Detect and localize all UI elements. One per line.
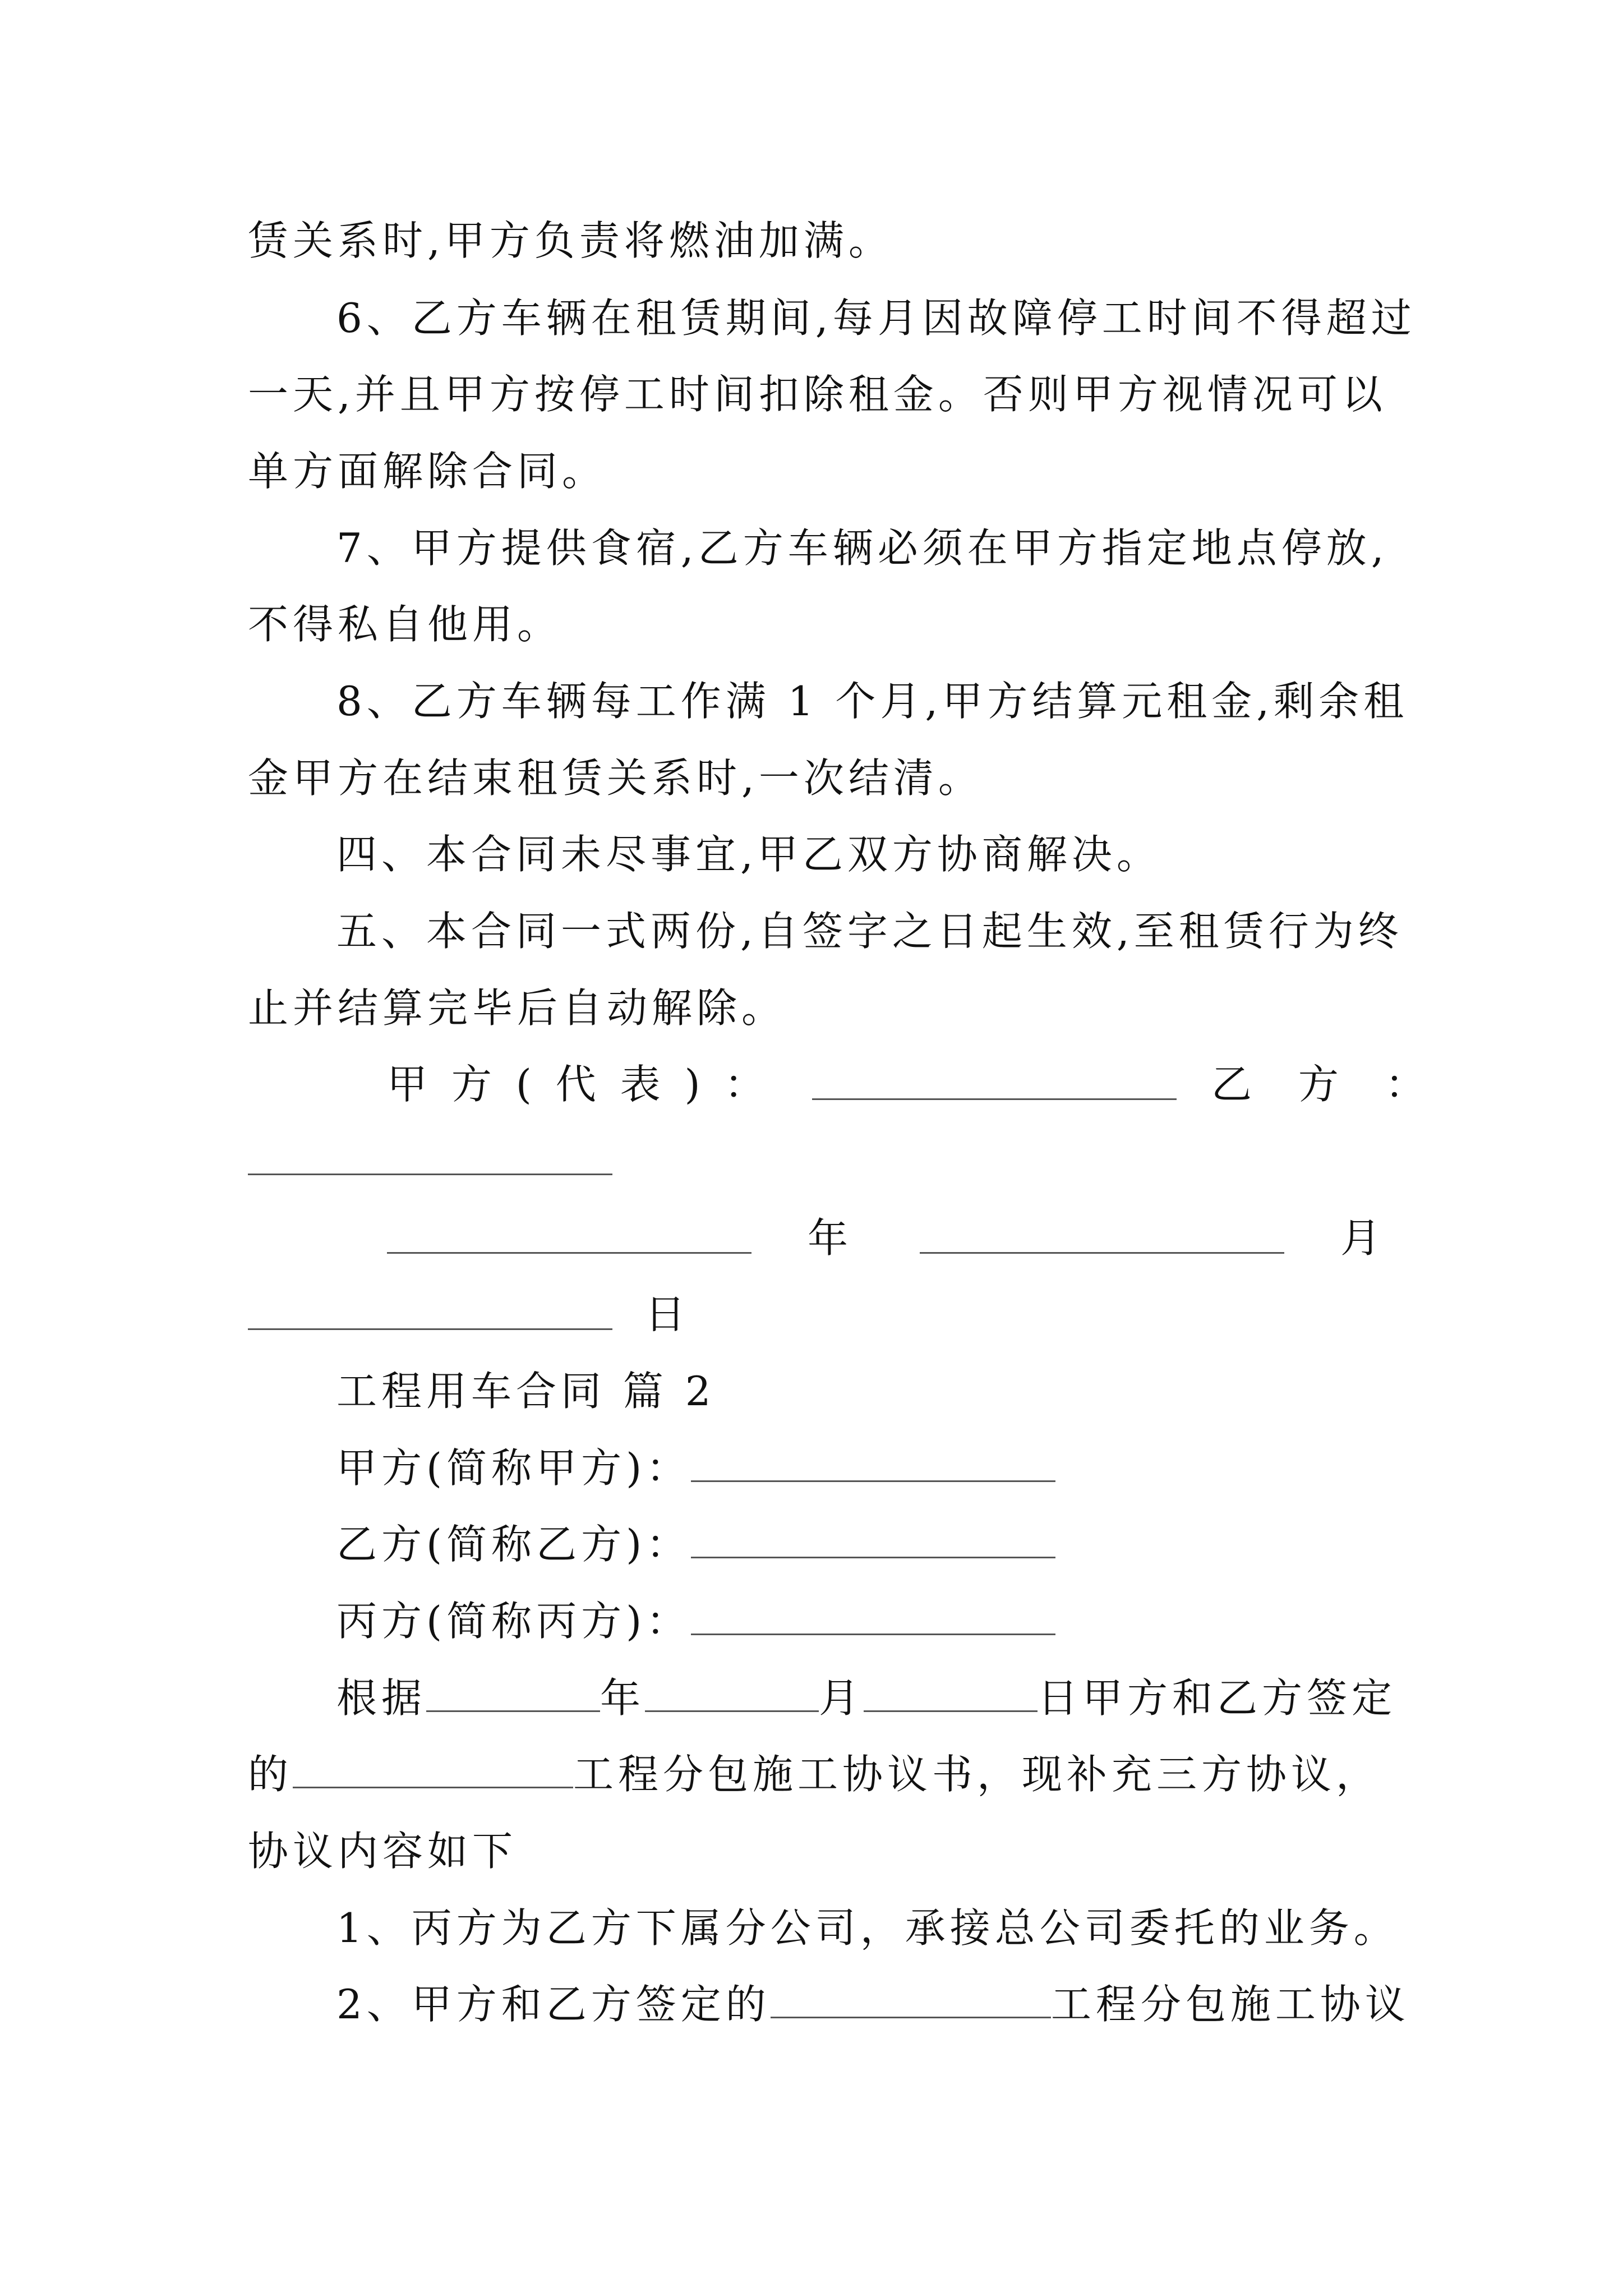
basis-line: [336, 1673, 1396, 1723]
item-2-suffix: 工程分包施工协议: [1050, 1981, 1410, 2028]
clause-8-line-1: 8、乙方车辆每工作满 1 个月,甲方结算元租金,剩余租: [336, 678, 1409, 725]
clause-five-line-1: 五、本合同一式两份,自签字之日起生效,至租赁行为终: [336, 908, 1403, 955]
basis-year-blank: [426, 1677, 600, 1712]
party-a-blank: [691, 1447, 1055, 1482]
year-label: 年: [808, 1214, 849, 1262]
agreement-suffix: 工程分包施工协议书，现补充三方协议，: [573, 1751, 1381, 1798]
month-label: 月: [1340, 1214, 1381, 1262]
party-b-label: 乙方(简称乙方)：: [336, 1521, 691, 1568]
agreement-line-3: 协议内容如下: [248, 1828, 518, 1875]
party-a-signature-label: 甲 方 ( 代 表 ) ：: [387, 1061, 771, 1108]
clause-four: 四、本合同未尽事宜,甲乙双方协商解决。: [336, 831, 1161, 878]
section-2-title: 工程用车合同 篇 2: [336, 1368, 716, 1415]
basis-suffix: 日甲方和乙方签定: [1038, 1674, 1397, 1722]
party-c-blank: [691, 1600, 1055, 1635]
basis-month-blank: [645, 1677, 819, 1712]
party-c-label: 丙方(简称丙方)：: [336, 1598, 691, 1645]
agreement-prefix: 的: [248, 1751, 293, 1798]
party-b-signature-label: 乙 方 ：: [1211, 1061, 1442, 1108]
clause-7-line-2: 不得私自他用。: [248, 601, 562, 648]
basis-day-blank: [864, 1677, 1038, 1712]
basis-year-label: 年: [600, 1674, 645, 1722]
item-2-prefix: 2、甲方和乙方签定的: [336, 1981, 771, 2028]
basis-month-label: 月: [819, 1674, 864, 1722]
signing-day-blank: [248, 1328, 612, 1330]
agreement-line-2: [248, 1749, 1381, 1800]
item-2-project-blank: [771, 1983, 1051, 2018]
clause-6-line-3: 单方面解除合同。: [248, 448, 607, 495]
signing-year-blank: [387, 1252, 751, 1254]
party-a-row: [336, 1443, 1055, 1493]
day-label: 日: [645, 1291, 686, 1338]
party-b-blank: [691, 1523, 1055, 1558]
project-name-blank: [293, 1753, 573, 1788]
party-b-row: [336, 1519, 1055, 1570]
clause-6-line-1: 6、乙方车辆在租赁期间,每月因故障停工时间不得超过: [336, 295, 1416, 342]
item-2: [336, 1979, 1410, 2030]
signing-month-blank: [920, 1252, 1284, 1254]
clause-6-line-2: 一天,并且甲方按停工时间扣除租金。否则甲方视情况可以: [248, 371, 1387, 418]
basis-prefix: 根据: [336, 1674, 427, 1722]
item-1: 1、丙方为乙方下属分公司，承接总公司委托的业务。: [336, 1904, 1399, 1952]
party-b-signature-blank: [248, 1174, 612, 1175]
clause-8-line-2: 金甲方在结束租赁关系时,一次结清。: [248, 754, 983, 802]
party-a-signature-blank: [812, 1098, 1177, 1100]
party-a-label: 甲方(简称甲方)：: [336, 1444, 691, 1492]
paragraph-line: 赁关系时,甲方负责将燃油加满。: [248, 217, 893, 264]
clause-7-line-1: 7、甲方提供食宿,乙方车辆必须在甲方指定地点停放,: [336, 524, 1389, 572]
clause-five-line-2: 止并结算完毕后自动解除。: [248, 984, 787, 1032]
party-c-row: [336, 1596, 1055, 1646]
